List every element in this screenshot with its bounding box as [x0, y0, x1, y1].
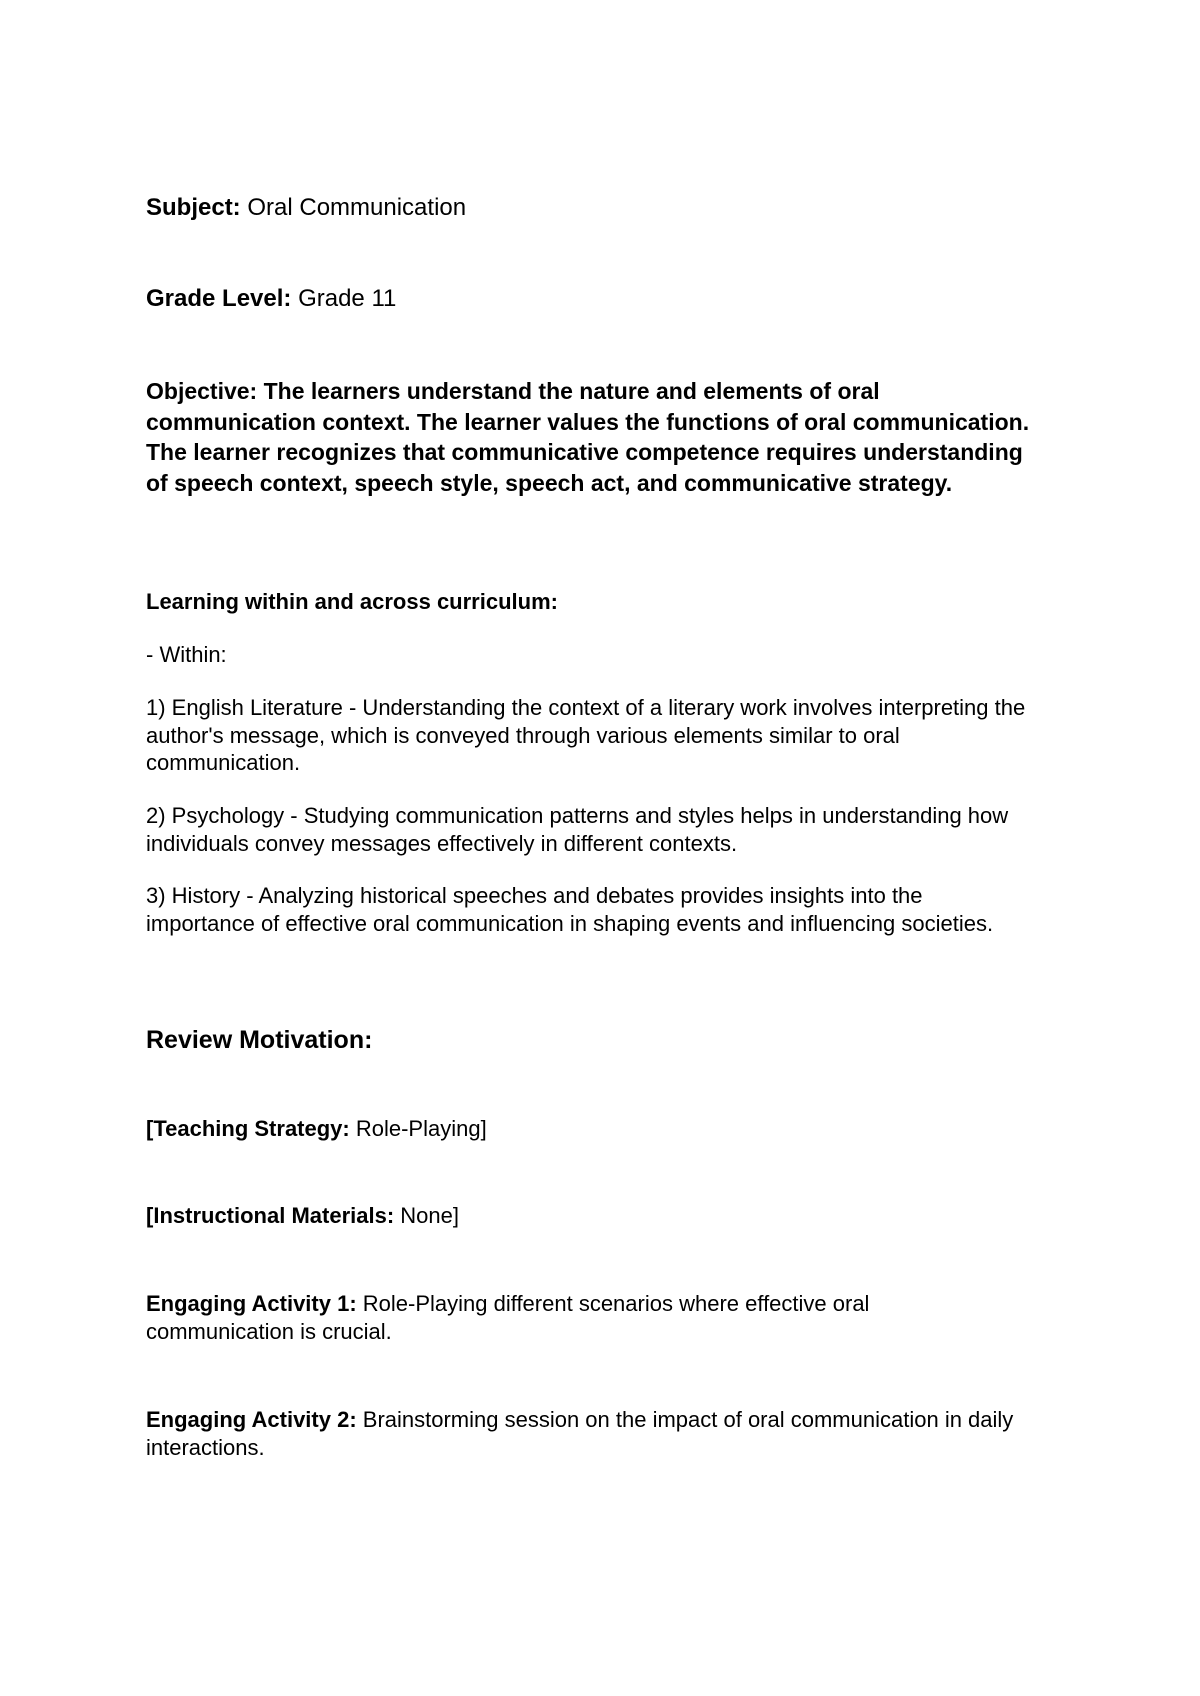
instructional-materials-label: Instructional Materials:: [153, 1203, 395, 1228]
engaging-activity-2-label: Engaging Activity 2:: [146, 1407, 357, 1432]
engaging-activity-2-text: Brainstorming session on the impact of oral communication in daily interactions.: [146, 1407, 1014, 1460]
engaging-activity-1: [146, 1290, 976, 1345]
objective-paragraph: [146, 376, 1046, 498]
engaging-activity-1-label: Engaging Activity 1:: [146, 1291, 357, 1316]
teaching-strategy-label: Teaching Strategy:: [153, 1116, 350, 1141]
engaging-activity-1-text: Role-Playing different scenarios where effective oral communication is crucial.: [146, 1291, 870, 1344]
subject-value: Oral Communication: [240, 194, 467, 221]
grade-level-value: Grade 11: [291, 285, 397, 312]
engaging-activity-2: [146, 1406, 1066, 1461]
learning-item-english-literature: 1) English Literature - Understanding the context of a literary work involves interpreting the author's message, which is conveyed through various elements similar to oral communication.: [146, 695, 1026, 775]
instructional-materials-open-bracket: [: [146, 1203, 154, 1228]
grade-level-label: Grade Level:: [146, 285, 292, 312]
review-motivation-heading: Review Motivation:: [146, 1026, 373, 1054]
grade-level-line: [146, 285, 1066, 313]
learning-heading: Learning within and across curriculum:: [146, 589, 558, 614]
subject-line: [146, 194, 1066, 222]
teaching-strategy-line: [146, 1115, 1066, 1143]
learning-item-psychology: 2) Psychology - Studying communication patterns and styles helps in understanding how individuals convey messages effectively in different contexts.: [146, 803, 1009, 856]
objective-label: Objective:: [146, 378, 258, 404]
instructional-materials-value: None]: [394, 1203, 459, 1228]
teaching-strategy-value: Role-Playing]: [349, 1116, 487, 1141]
learning-item-history: 3) History - Analyzing historical speeches and debates provides insights into the importance of effective oral communication in shaping events and influencing societies.: [146, 883, 994, 936]
instructional-materials-line: [146, 1202, 1066, 1230]
objective-text: The learners understand the nature and elements of oral communication context. The learner values the functions of oral communication. The learner recognizes that communicative competence requires understanding of speech context, speech style, speech act, and communicative strategy.: [146, 378, 1030, 496]
within-label: - Within:: [146, 642, 227, 667]
subject-label: Subject:: [146, 194, 241, 221]
teaching-strategy-open-bracket: [: [146, 1116, 154, 1141]
